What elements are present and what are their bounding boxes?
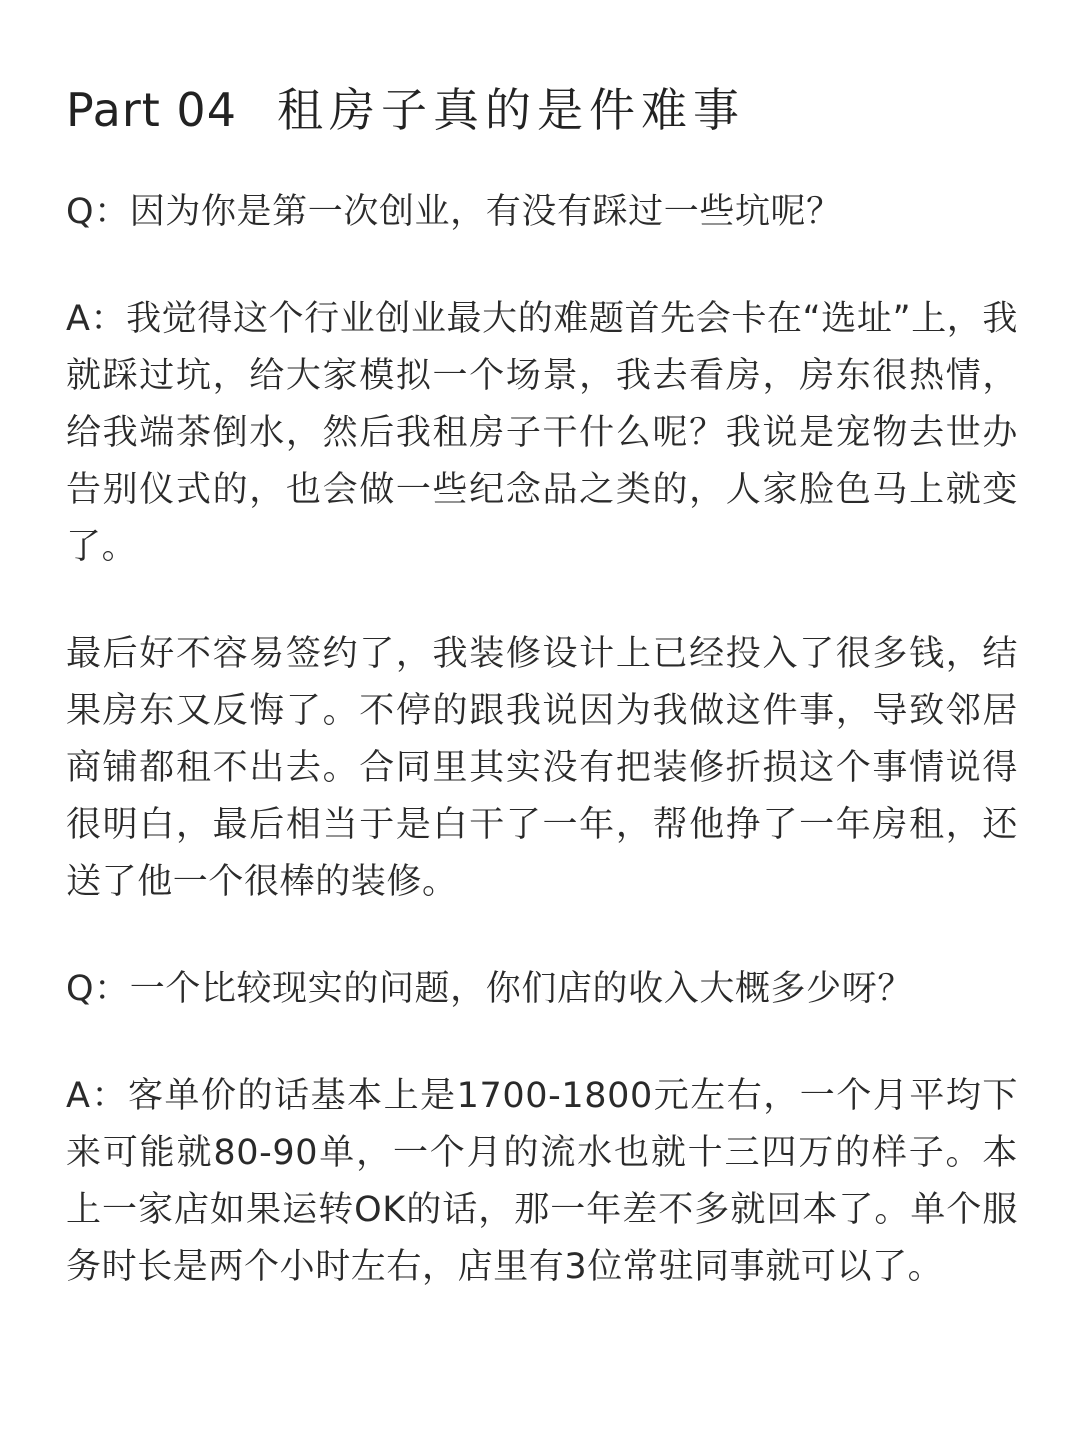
page-title	[66, 78, 1018, 142]
answer-paragraph: 最后好不容易签约了，我装修设计上已经投入了很多钱，结果房东又反悔了。不停的跟我说因为我做这件事，导致邻居商铺都租不出去。合同里其实没有把装修折损这个事情说得很明白，最后相当于是白干了一年，帮他挣了一年房租，还送了他一个很棒的装修。	[66, 634, 1018, 902]
part-number: Part 04	[66, 83, 237, 137]
article	[66, 78, 1018, 1346]
section-heading: 租房子真的是件难事	[276, 83, 745, 137]
question-paragraph: Q：一个比较现实的问题，你们店的收入大概多少呀？	[66, 969, 913, 1009]
answer-paragraph: A：客单价的话基本上是1700-1800元左右，一个月平均下来可能就80-90单，一个月的流水也就十三四万的样子。本上一家店如果运转OK的话，那一年差不多就回本了。单个服务时长是两个小时左右，店里有3位常驻同事就可以了。	[66, 1076, 1018, 1287]
answer-paragraph: A：我觉得这个行业创业最大的难题首先会卡在“选址”上，我就踩过坑，给大家模拟一个场景，我去看房，房东很热情，给我端茶倒水，然后我租房子干什么呢？我说是宠物去世办告别仪式的，也会做一些纪念品之类的，人家脸色马上就变了。	[66, 299, 1019, 567]
question-paragraph: Q：因为你是第一次创业，有没有踩过一些坑呢？	[66, 192, 842, 232]
